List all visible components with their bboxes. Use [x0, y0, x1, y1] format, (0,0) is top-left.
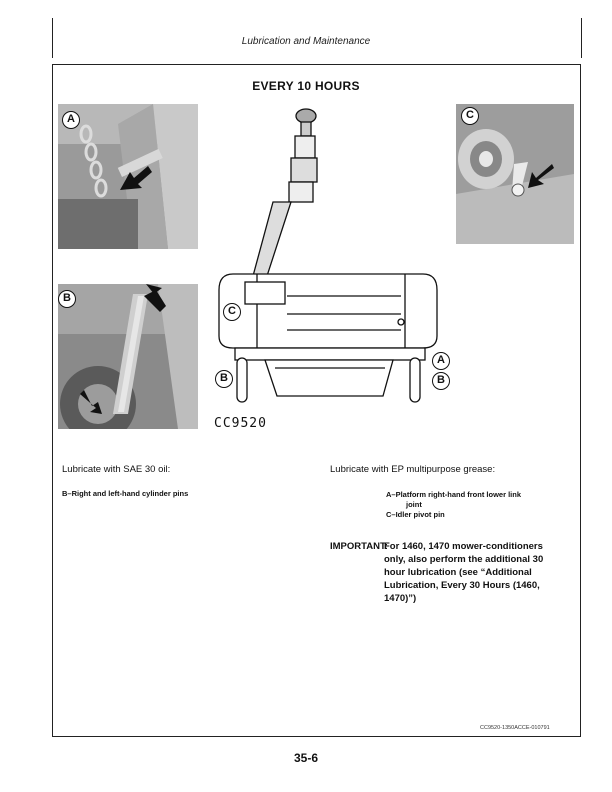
callout-b-photo: B — [58, 290, 76, 308]
page-number: 35-6 — [293, 751, 319, 765]
photo-b-cylinder-pins — [58, 284, 198, 429]
callout-c-photo: C — [461, 107, 479, 125]
grease-item-link-joint: A–Platform right-hand front lower link — [386, 490, 522, 499]
important-text: For 1460, 1470 mower-conditioners only, also perform the additional 30 hour lubrication (see “Additional Lubrication, Every 30 Hours (1460, 1470)”) — [384, 541, 544, 604]
callout-b-diagram-left: B — [215, 370, 233, 388]
photo-a-link-joint — [58, 104, 198, 249]
section-heading: EVERY 10 HOURS — [252, 79, 360, 93]
grease-item-link-joint-cont: joint — [406, 500, 422, 509]
callout-c-diagram: C — [223, 303, 241, 321]
running-header: Lubrication and Maintenance — [241, 36, 371, 47]
callout-a-photo: A — [62, 111, 80, 129]
callout-a-diagram: A — [432, 352, 450, 370]
oil-heading: Lubricate with SAE 30 oil: — [62, 464, 171, 475]
document-code: CC9520-1350ACCE-010791 — [480, 725, 550, 731]
grease-heading: Lubricate with EP multipurpose grease: — [330, 464, 496, 475]
figure-id: CC9520 — [214, 416, 267, 431]
important-label: IMPORTANT: — [330, 541, 388, 552]
grease-item-idler-pivot: C–Idler pivot pin — [386, 510, 445, 519]
callout-b-diagram-right: B — [432, 372, 450, 390]
mower-platform-diagram — [205, 96, 455, 412]
oil-item-cylinder-pins: B–Right and left-hand cylinder pins — [62, 489, 189, 498]
photo-c-idler-pivot — [456, 104, 574, 244]
